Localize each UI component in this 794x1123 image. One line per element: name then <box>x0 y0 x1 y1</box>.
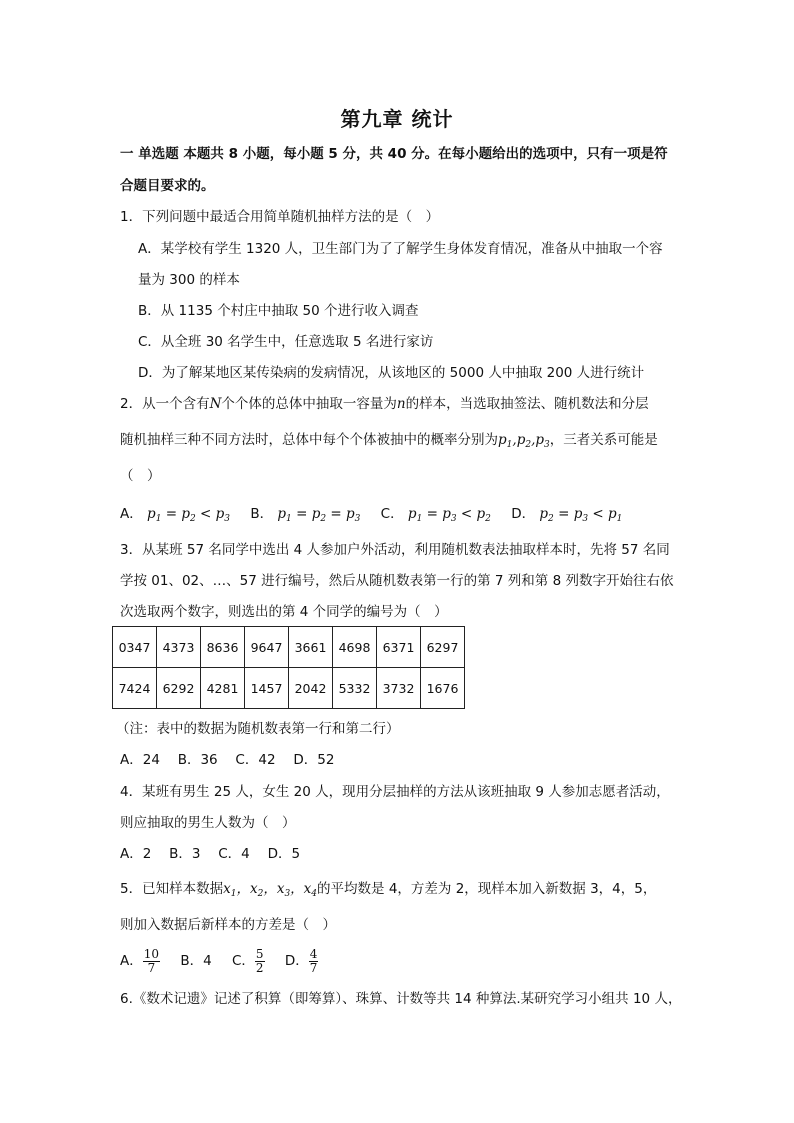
q5-option-b: B．4 <box>180 953 212 969</box>
q1-option-a: A．某学校有学生 1320 人，卫生部门为了了解学生身体发育情况，准备从中抽取一个容 <box>138 241 663 257</box>
q2-text: 随机抽样三种不同方法时，总体中每个个体被抽中的概率分别为 <box>120 432 498 448</box>
table-cell: 1457 <box>245 668 289 709</box>
q5-options <box>120 946 334 976</box>
q4-stem: 4．某班有男生 25 人，女生 20 人，现用分层抽样的方法从该班抽取 9 人参加志愿者活动， <box>120 784 670 800</box>
table-cell: 0347 <box>113 627 157 668</box>
table-cell: 6292 <box>157 668 201 709</box>
table-cell: 4698 <box>333 627 377 668</box>
p1-p2-p3: $p_1,p_2,p_3$ <box>498 432 550 450</box>
q2-stem <box>120 395 649 413</box>
table-cell: 8636 <box>201 627 245 668</box>
table-row <box>113 668 465 709</box>
table-cell: 3661 <box>289 627 333 668</box>
q1-option-a-cont: 量为 300 的样本 <box>138 272 240 288</box>
table-cell: 6371 <box>377 627 421 668</box>
q3-stem-cont: 学按 01、02、…、57 进行编号，然后从随机数表第一行的第 7 列和第 8 列数字开始往右依 <box>120 573 674 589</box>
q5-option-d: D． $\frac{4}{7}$ <box>284 946 318 975</box>
q5-option-c: C． $\frac{5}{2}$ <box>231 946 264 975</box>
q1-option-d: D．为了解某地区某传染病的发病情况，从该地区的 5000 人中抽取 200 人进行统计 <box>138 365 645 381</box>
q3-options: A．24 B．36 C．42 D．52 <box>120 752 335 768</box>
q2-paren: （ ） <box>120 468 161 484</box>
q2-text: 的样本，当选取抽签法、随机数法和分层 <box>405 396 649 412</box>
table-row <box>113 627 465 668</box>
page-title: 第九章 统计 <box>340 107 454 131</box>
var-n: n <box>396 396 406 412</box>
random-number-table <box>112 626 465 709</box>
q2-option-c: C． $p_1 = p_3 < p_2$ <box>380 506 491 524</box>
section-heading-cont: 合题目要求的。 <box>120 178 215 194</box>
table-cell: 2042 <box>289 668 333 709</box>
table-cell: 1676 <box>421 668 465 709</box>
q2-option-a: A． $p_1 = p_2 < p_3$ <box>120 506 231 524</box>
q3-stem: 3．从某班 57 名同学中选出 4 人参加户外活动，利用随机数表法抽取样本时，先将 57 名同 <box>120 542 670 558</box>
q1-option-c: C．从全班 30 名学生中，任意选取 5 名进行家访 <box>138 334 434 350</box>
var-N: N <box>209 396 222 412</box>
q4-stem-cont: 则应抽取的男生人数为（ ） <box>120 815 296 831</box>
q2-option-b: B． $p_1 = p_2 = p_3$ <box>250 506 361 524</box>
q5-text: 5．已知样本数据 <box>120 881 224 897</box>
q2-options <box>120 505 638 523</box>
q5-text: 的平均数是 4，方差为 2，现样本加入新数据 3，4，5， <box>317 881 657 897</box>
table-cell: 5332 <box>333 668 377 709</box>
table-cell: 4281 <box>201 668 245 709</box>
section-heading: 一 单选题 本题共 8 小题，每小题 5 分，共 40 分。在每小题给出的选项中，只有一项是符 <box>120 146 668 162</box>
q3-note: （注：表中的数据为随机数表第一行和第二行） <box>116 721 400 737</box>
q2-text: 个个体的总体中抽取一容量为 <box>221 396 397 412</box>
x-variables: $x_1$，$x_2$，$x_3$，$x_4$ <box>223 881 318 899</box>
table-cell: 7424 <box>113 668 157 709</box>
q3-stem-cont2: 次选取两个数字，则选出的第 4 个同学的编号为（ ） <box>120 604 448 620</box>
q5-stem-cont: 则加入数据后新样本的方差是（ ） <box>120 917 336 933</box>
q1-option-b: B．从 1135 个村庄中抽取 50 个进行收入调查 <box>138 303 419 319</box>
q5-option-a: A． $\frac{10}{7}$ <box>120 946 160 975</box>
q6-stem: 6.《数术记遗》记述了积算（即筹算）、珠算、计数等共 14 种算法.某研究学习小组共 10 人， <box>120 991 682 1007</box>
q4-options: A．2 B．3 C．4 D．5 <box>120 846 301 862</box>
q2-text: ，三者关系可能是 <box>549 432 658 448</box>
table-cell: 3732 <box>377 668 421 709</box>
table-cell: 6297 <box>421 627 465 668</box>
q1-stem: 1．下列问题中最适合用简单随机抽样方法的是（ ） <box>120 209 440 225</box>
q5-stem <box>120 880 656 898</box>
table-cell: 4373 <box>157 627 201 668</box>
q2-option-d: D． $p_2 = p_3 < p_1$ <box>511 506 623 524</box>
table-cell: 9647 <box>245 627 289 668</box>
q2-stem-cont <box>120 431 658 449</box>
q2-text: 2．从一个含有 <box>120 396 210 412</box>
